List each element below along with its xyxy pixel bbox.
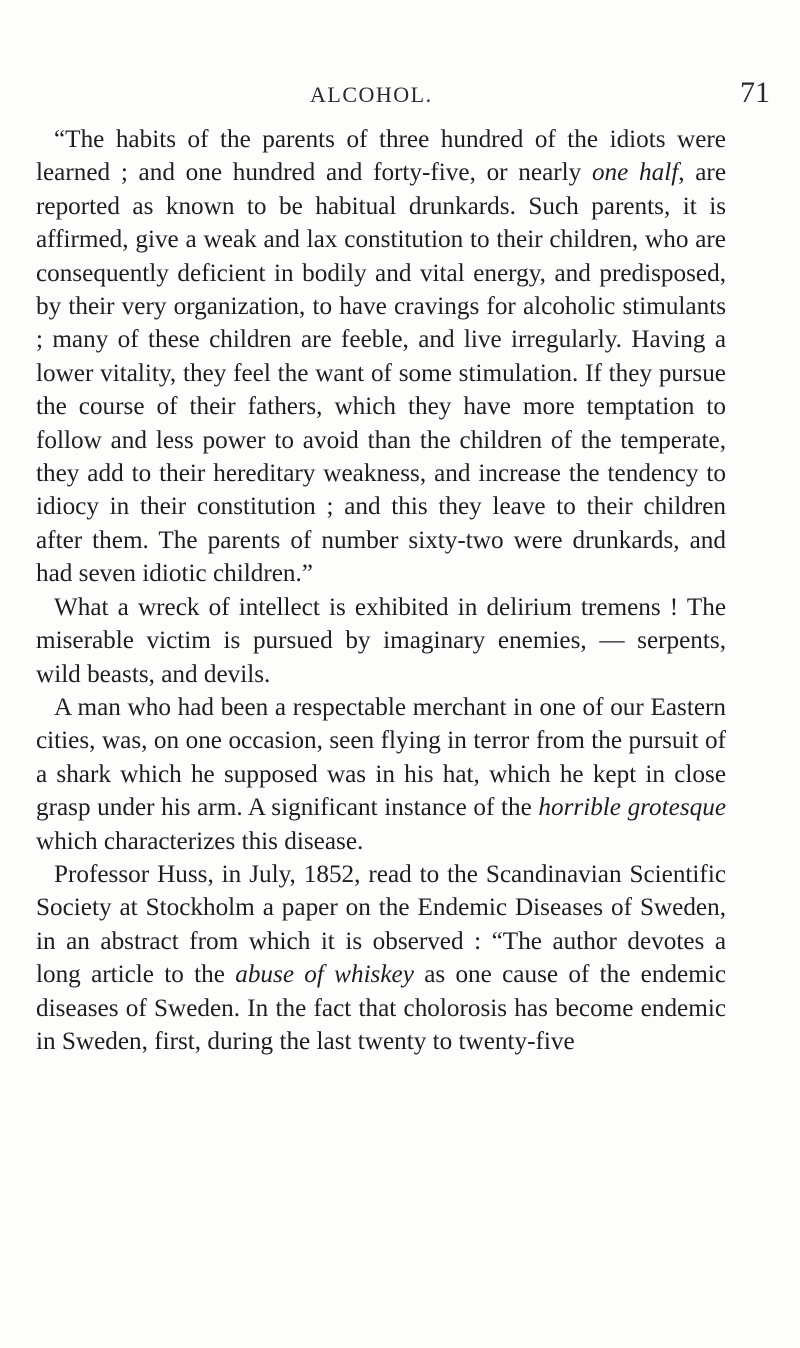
text-run: which characterizes this disease. <box>36 827 364 855</box>
running-title: ALCOHOL. <box>310 82 433 107</box>
paragraph-idiots-quote <box>36 123 726 591</box>
paragraph-huss <box>36 858 726 1058</box>
text-run: Professor Huss, in July, 1852, read to the Scandinavian Scientific Society at Stockholm a paper on the Endemic Diseases of Sweden, in an abstract from which it is observed : “The author devotes a long article to the <box>36 860 726 989</box>
italic-run: one half <box>591 159 679 187</box>
italic-run: horrible grotesque <box>538 794 726 822</box>
text-run: A man who had been a respectable merchant in one of our Eastern cities, was, on one occasion, seen flying in terror from the pursuit of a shark which he supposed was in his hat, which he kept in close grasp under his arm. A significant instance of the <box>36 693 726 822</box>
running-head <box>0 74 800 114</box>
text-run: as one cause of the endemic diseases of Sweden. In the fact that cholorosis has become endemic in Sweden, first, during the last twenty to twenty-five <box>36 961 726 1055</box>
paragraph-delirium <box>36 591 726 691</box>
paragraph-merchant <box>36 691 726 858</box>
text-run: What a wreck of intellect is exhibited in delirium tremens ! The miserable victim is pursued by imaginary enemies, — serpents, wild beasts, and devils. <box>36 593 726 688</box>
italic-run: abuse of whiskey <box>235 961 414 989</box>
page-number: 71 <box>740 76 770 109</box>
text-run: “The habits of the parents of three hundred of the idiots were learned ; and one hundred and forty-five, or nearly <box>36 126 726 187</box>
text-run: , are reported as known to be habitual drunkards. Such parents, it is affirmed, give a weak and lax constitution to their children, who are consequently deficient in bodily and vital energy, and predisposed, by their very organization, to have cravings for alcoholic stimulants ; many of these children are feeble, and live irregularly. Having a lower vitality, they feel the want of some stimulation. If they pursue the course of their fathers, which they have more temptation to follow and less power to avoid than the children of the temperate, they add to their hereditary weakness, and increase the tendency to idiocy in their constitution ; and this they leave to their children after them. The parents of number sixty-two were drunkards, and had seven idiotic children.” <box>36 159 726 588</box>
body-text <box>36 123 726 1058</box>
